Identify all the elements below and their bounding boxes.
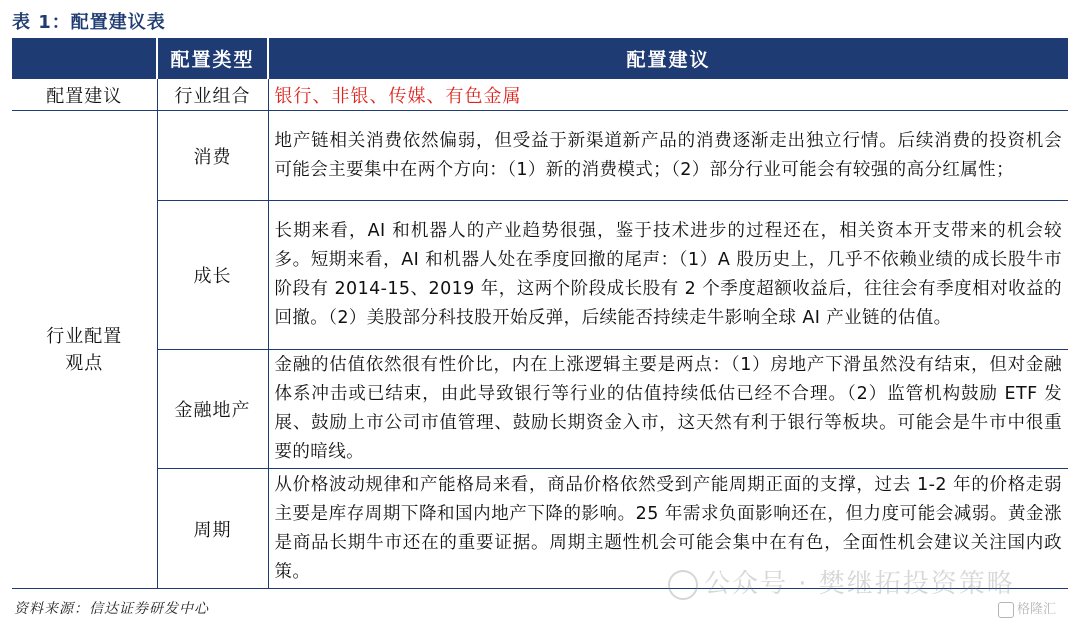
category-cyclical: 周期: [157, 469, 268, 589]
wechat-icon: [668, 570, 698, 600]
brand-mark: [998, 598, 1056, 618]
brand-text: 格隆汇: [1017, 602, 1057, 617]
industry-view-label-line1: 行业配置: [46, 325, 123, 347]
table-header-row: [12, 38, 1068, 79]
header-recommendation: 配置建议: [268, 38, 1068, 79]
watermark-text: 公众号 · 樊继拓投资策略: [704, 569, 1015, 599]
section-row-finance-realestate: [12, 350, 1068, 469]
category-growth: 成长: [157, 201, 268, 350]
brand-logo-icon: [998, 602, 1014, 618]
recommendation-type: 行业组合: [157, 79, 268, 111]
section-row-consumption: [12, 111, 1068, 201]
allocation-table: [12, 38, 1068, 589]
view-text-finance-realestate: 金融的估值依然很有性价比，内在上涨逻辑主要是两点：（1）房地产下滑虽然没有结束，但对金融体系冲击或已结束，由此导致银行等行业的估值持续低估已经不合理。（2）监管机构鼓励 ETF 发展、鼓励上市公司市值管理、鼓励长期资金入市，这天然有利于银行等板块。可能会是牛市中很重要的暗线。: [268, 350, 1068, 469]
source-note: 资料来源：信达证券研发中心: [14, 601, 209, 617]
header-blank: [12, 38, 157, 79]
section-row-growth: [12, 201, 1068, 350]
recommendation-row: [12, 79, 1068, 111]
view-text-consumption: 地产链相关消费依然偏弱，但受益于新渠道新产品的消费逐渐走出独立行情。后续消费的投资机会可能会主要集中在两个方向：（1）新的消费模式；（2）部分行业可能会有较强的高分红属性；: [268, 111, 1068, 201]
table-title: 表 1：配置建议表: [12, 12, 166, 33]
industry-view-label: [12, 111, 157, 589]
category-consumption: 消费: [157, 111, 268, 201]
category-finance-realestate: 金融地产: [157, 350, 268, 469]
industry-view-label-line2: 观点: [65, 352, 104, 374]
view-text-growth: 长期来看，AI 和机器人的产业趋势很强，鉴于技术进步的过程还在，相关资本开支带来的机会较多。短期来看，AI 和机器人处在季度回撤的尾声：（1）A 股历史上，几乎不依赖业绩的成长股牛市阶段有 2014-15、2019 年，这两个阶段成长股有 2 个季度超额收益后，往往会有季度相对收益的回撤。（2）美股部分科技股开始反弹，后续能否持续走牛影响全球 AI 产业链的估值。: [268, 201, 1068, 350]
watermark: [668, 563, 1015, 600]
header-type: 配置类型: [157, 38, 268, 79]
view-text-cyclical: 从价格波动规律和产能格局来看，商品价格依然受到产能周期正面的支撑，过去 1-2 年的价格走弱主要是库存周期下降和国内地产下降的影响。25 年需求负面影响还在，但力度可能会减弱。黄金涨是商品长期牛市还在的重要证据。周期主题性机会可能会集中在有色，全面性机会建议关注国内政策。: [268, 469, 1068, 589]
recommendation-label: 配置建议: [12, 79, 157, 111]
recommendation-value: 银行、非银、传媒、有色金属: [268, 79, 1068, 111]
